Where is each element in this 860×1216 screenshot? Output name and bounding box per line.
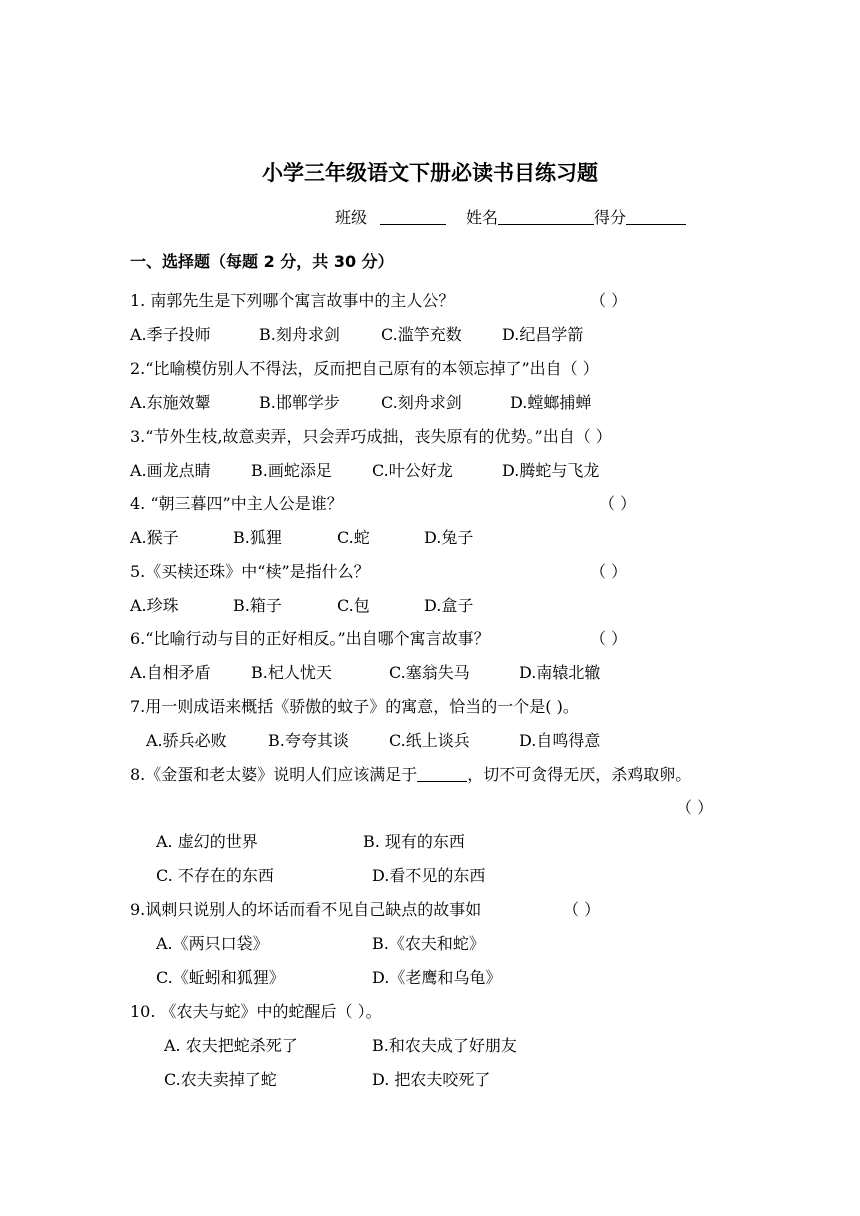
- q8-option-d: D.看不见的东西: [372, 866, 486, 885]
- question-1-stem: 1. 南郭先生是下列哪个寓言故事中的主人公？: [130, 291, 455, 310]
- q7-option-d: D.自鸣得意: [519, 731, 601, 750]
- name-blank: [498, 208, 594, 225]
- q5-option-c: C.包: [337, 596, 370, 615]
- question-5-bracket: （ ）: [590, 562, 628, 581]
- section-heading: 一、选择题（每题 2 分，共 30 分）: [130, 252, 394, 271]
- question-8-stem: [130, 765, 691, 785]
- q6-option-a: A.自相矛盾: [130, 663, 211, 682]
- q2-option-a: A.东施效颦: [130, 393, 211, 412]
- name-label: 姓名: [466, 208, 499, 227]
- q2-option-b: B.邯郸学步: [259, 393, 340, 412]
- q7-option-c: C.纸上谈兵: [389, 731, 470, 750]
- q3-option-a: A.画龙点睛: [130, 461, 211, 480]
- q4-option-d: D.兔子: [424, 528, 474, 547]
- q2-option-c: C.刻舟求剑: [381, 393, 462, 412]
- q10-option-d: D. 把农夫咬死了: [372, 1070, 491, 1089]
- q3-option-b: B.画蛇添足: [251, 461, 332, 480]
- q9-option-c: C.《蚯蚓和狐狸》: [156, 968, 285, 987]
- q5-option-a: A.珍珠: [130, 596, 179, 615]
- page-title: 小学三年级语文下册必读书目练习题: [262, 161, 598, 185]
- q6-option-b: B.杞人忧天: [251, 663, 332, 682]
- q5-option-b: B.箱子: [233, 596, 282, 615]
- question-9-bracket: （ ）: [563, 900, 601, 919]
- question-4-bracket: （ ）: [599, 494, 637, 513]
- q9-option-b: B.《农夫和蛇》: [372, 934, 485, 953]
- q1-option-b: B.刻舟求剑: [259, 325, 340, 344]
- q1-option-d: D.纪昌学箭: [502, 325, 584, 344]
- question-4-stem: 4. “朝三暮四”中主人公是谁？: [130, 494, 343, 513]
- class-label: 班级: [335, 208, 368, 227]
- score-label: 得分: [594, 208, 627, 227]
- q7-option-b: B.夸夸其谈: [268, 731, 349, 750]
- q10-option-b: B.和农夫成了好朋友: [372, 1036, 517, 1055]
- q7-option-a: A.骄兵必败: [146, 731, 227, 750]
- question-9-stem: 9.讽刺只说别人的坏话而看不见自己缺点的故事如: [130, 900, 482, 919]
- q6-option-d: D.南辕北辙: [519, 663, 601, 682]
- question-3-stem: 3.“节外生枝,故意卖弄，只会弄巧成拙，丧失原有的优势。”出自（ ）: [130, 427, 612, 446]
- q8-option-a: A. 虚幻的世界: [156, 832, 258, 851]
- q8-option-c: C. 不存在的东西: [156, 866, 274, 885]
- q4-option-c: C.蛇: [337, 528, 370, 547]
- q4-option-a: A.猴子: [130, 528, 179, 547]
- name-field: [466, 208, 686, 228]
- question-6-stem: 6.“比喻行动与目的正好相反。”出自哪个寓言故事？: [130, 629, 490, 648]
- q3-option-d: D.腾蛇与飞龙: [502, 461, 600, 480]
- q9-option-a: A.《两只口袋》: [156, 934, 269, 953]
- q5-option-d: D.盒子: [424, 596, 474, 615]
- q9-option-d: D.《老鹰和乌龟》: [372, 968, 502, 987]
- q1-option-c: C.滥竽充数: [381, 325, 462, 344]
- q4-option-b: B.狐狸: [233, 528, 282, 547]
- question-5-stem: 5.《买椟还珠》中“椟”是指什么？: [130, 562, 370, 581]
- question-2-stem: 2.“比喻模仿别人不得法，反而把自己原有的本领忘掉了”出自（ ）: [130, 359, 599, 378]
- question-10-stem: 10. 《农夫与蛇》中的蛇醒后（ ）。: [130, 1002, 382, 1021]
- q6-option-c: C.塞翁失马: [389, 663, 470, 682]
- q8-stem-before: 8.《金蛋和老太婆》说明人们应该满足于: [130, 765, 418, 784]
- q10-option-c: C.农夫卖掉了蛇: [164, 1070, 277, 1089]
- q3-option-c: C.叶公好龙: [372, 461, 453, 480]
- q1-option-a: A.季子投师: [130, 325, 211, 344]
- q8-answer-blank: [417, 765, 467, 782]
- question-1-bracket: （ ）: [590, 291, 628, 310]
- class-field: [335, 208, 446, 228]
- q2-option-d: D.螳螂捕蝉: [510, 393, 592, 412]
- question-8-bracket: （ ）: [676, 798, 714, 817]
- question-7-stem: 7.用一则成语来概括《骄傲的蚊子》的寓意，恰当的一个是( )。: [130, 697, 579, 716]
- class-blank: [380, 208, 446, 225]
- question-6-bracket: （ ）: [590, 629, 628, 648]
- score-blank: [626, 208, 686, 225]
- q8-stem-after: ，切不可贪得无厌，杀鸡取卵。: [467, 765, 692, 784]
- q10-option-a: A. 农夫把蛇杀死了: [164, 1036, 298, 1055]
- q8-option-b: B. 现有的东西: [363, 832, 465, 851]
